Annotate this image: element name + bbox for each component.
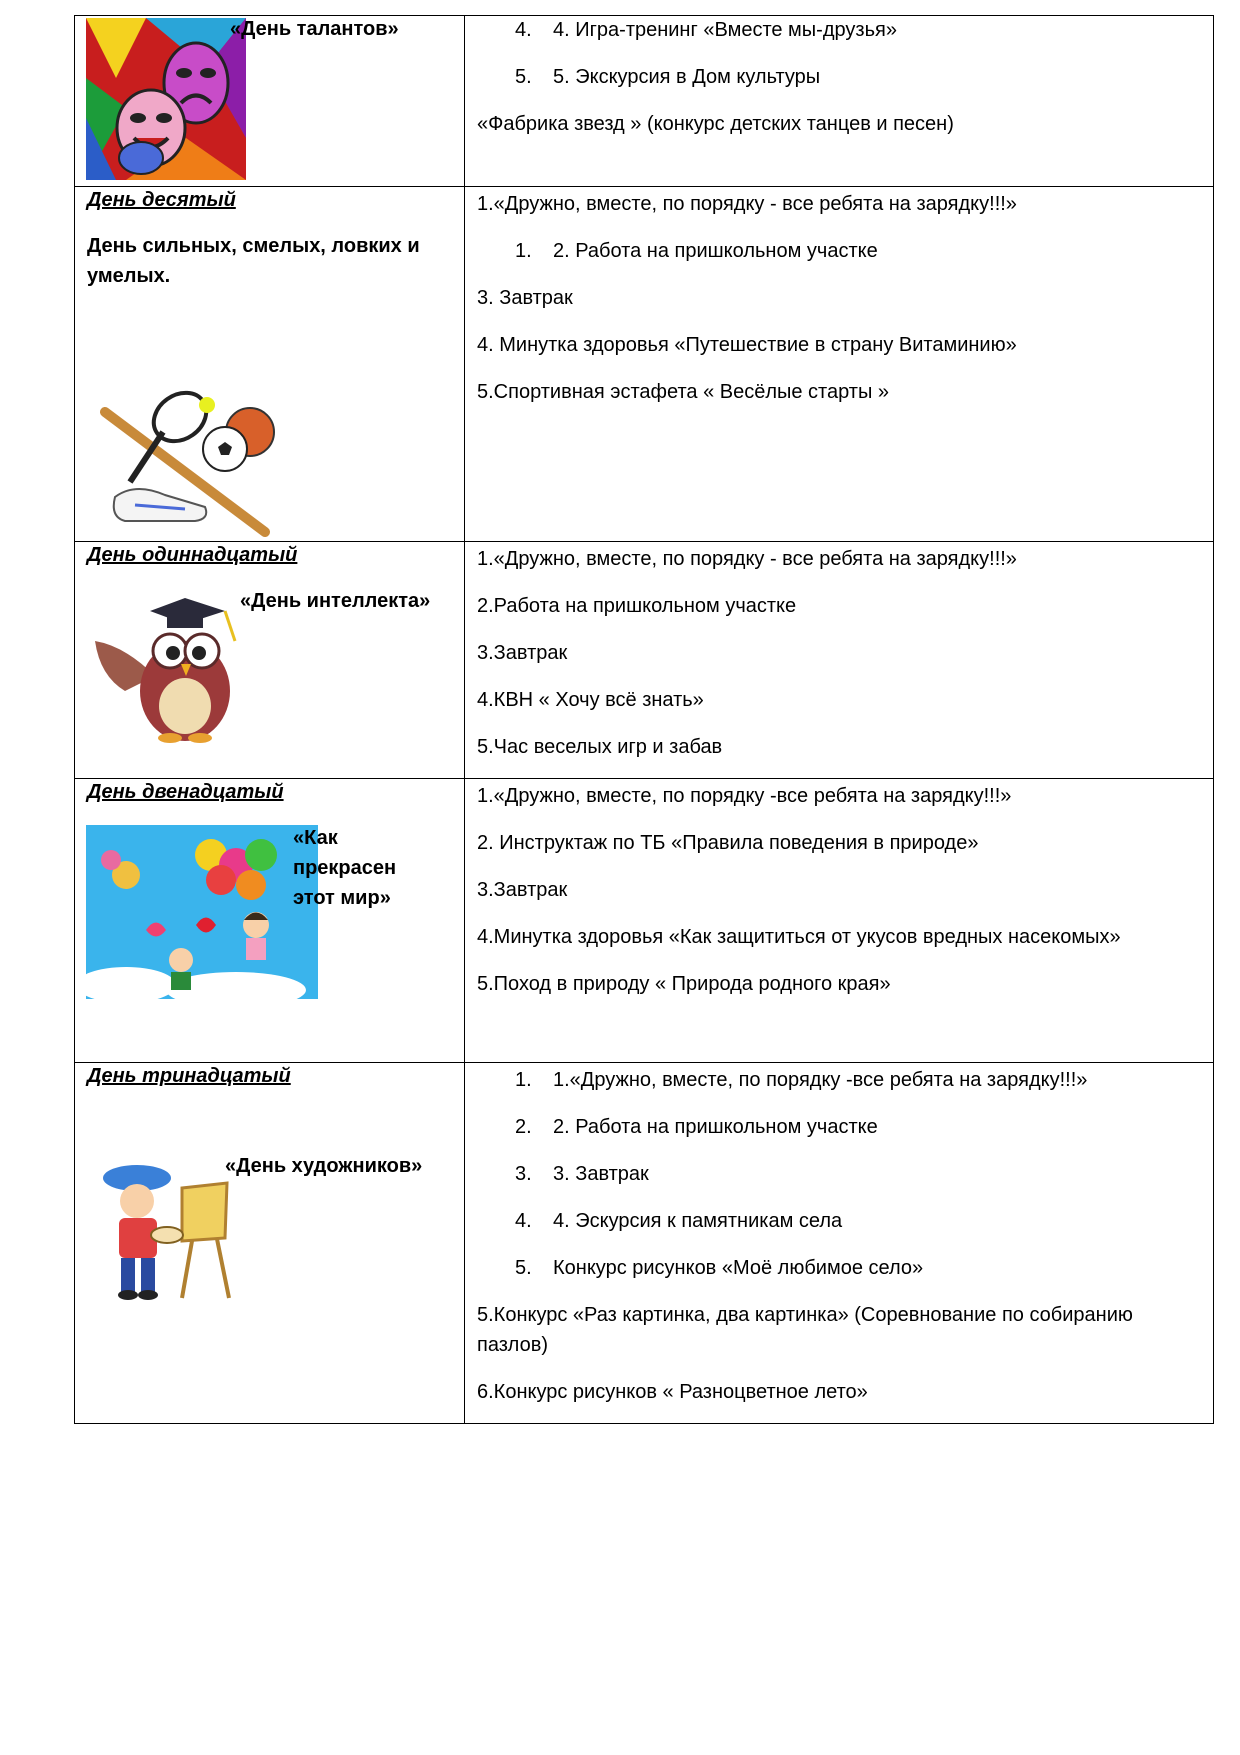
list-item: 5.Конкурс «Раз картинка, два картинка» (Соревнование по собиранию пазлов)	[477, 1304, 1133, 1356]
day-title: День двенадцатый	[87, 781, 284, 803]
list-item: 1.«Дружно, вместе, по порядку - все ребята на зарядку!!!»	[477, 548, 1017, 570]
list-item: 1.«Дружно, вместе, по порядку - все ребята на зарядку!!!»	[477, 193, 1017, 215]
list-item: 5.Спортивная эстафета « Весёлые старты »	[477, 381, 890, 403]
owl-graduate-icon	[85, 586, 255, 746]
list-item: 1. 1.«Дружно, вместе, по порядку -все ребята на зарядку!!!»	[515, 1069, 1088, 1091]
list-item: 4.Минутка здоровья «Как защититься от укусов вредных насекомых»	[477, 926, 1121, 948]
table-row	[75, 1063, 1214, 1424]
list-item: 4. 4. Эскурсия к памятникам села	[515, 1210, 843, 1232]
list-item: 4. 4. Игра-тренинг «Вместе мы-друзья»	[515, 19, 897, 41]
list-item: 5.Час веселых игр и забав	[477, 736, 723, 758]
list-item: 5. Конкурс рисунков «Моё любимое село»	[515, 1257, 924, 1279]
list-item: 3.Завтрак	[477, 879, 568, 901]
day-theme: «Как прекрасен этот мир»	[293, 827, 397, 909]
list-item: 6.Конкурс рисунков « Разноцветное лето»	[477, 1381, 868, 1403]
day-theme: «День талантов»	[230, 18, 399, 40]
list-item: 5.Поход в природу « Природа родного края»	[477, 973, 891, 995]
table-row	[75, 187, 1214, 542]
list-item: 3. 3. Завтрак	[515, 1163, 649, 1185]
list-item: 2. Инструктаж по ТБ «Правила поведения в природе»	[477, 832, 979, 854]
sports-equipment-icon	[95, 387, 285, 537]
list-item: 1.«Дружно, вместе, по порядку -все ребята на зарядку!!!»	[477, 785, 1012, 807]
camp-schedule-table	[74, 15, 1214, 1424]
day-title: День десятый	[87, 189, 236, 211]
list-item: 4. Минутка здоровья «Путешествие в страну Витаминию»	[477, 334, 1017, 356]
list-item: 2.Работа на пришкольном участке	[477, 595, 797, 617]
list-item: 3. Завтрак	[477, 287, 573, 309]
painter-boy-icon	[97, 1163, 237, 1303]
list-item: «Фабрика звезд » (конкурс детских танцев и песен)	[477, 113, 954, 135]
list-item: 2. 2. Работа на пришкольном участке	[515, 1116, 878, 1138]
day-title: День одиннадцатый	[87, 544, 298, 566]
list-item: 1. 2. Работа на пришкольном участке	[515, 240, 878, 262]
day-theme: «День интеллекта»	[240, 590, 431, 612]
table-row	[75, 779, 1214, 1063]
list-item: 3.Завтрак	[477, 642, 568, 664]
day-theme: «День художников»	[225, 1155, 423, 1177]
day-theme: День сильных, смелых, ловких и умелых.	[87, 235, 420, 287]
theater-masks-icon	[86, 18, 246, 180]
list-item: 4.КВН « Хочу всё знать»	[477, 689, 704, 711]
table-row	[75, 16, 1214, 187]
list-item: 5. 5. Экскурсия в Дом культуры	[515, 66, 821, 88]
balloons-children-icon	[86, 825, 318, 999]
day-title: День тринадцатый	[87, 1065, 291, 1087]
table-row	[75, 542, 1214, 779]
